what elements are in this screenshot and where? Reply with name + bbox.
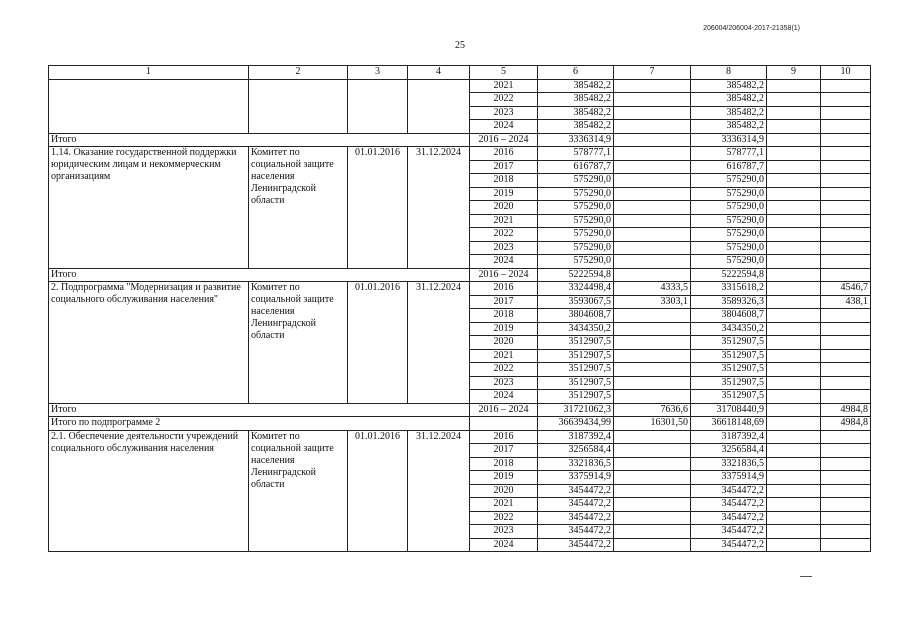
other-amount-cell: [821, 484, 871, 498]
local-amount-cell: [767, 147, 821, 161]
local-amount-cell: [767, 363, 821, 377]
local-amount-cell: [767, 525, 821, 539]
federal-amount-cell: 3303,1: [614, 295, 691, 309]
year-cell: 2024: [470, 538, 538, 552]
federal-amount-cell: 7636,6: [614, 403, 691, 417]
column-header-1: 1: [49, 66, 249, 80]
table-body: [49, 66, 871, 552]
federal-amount-cell: [614, 187, 691, 201]
other-amount-cell: [821, 255, 871, 269]
regional-amount-cell: 3336314,9: [691, 133, 767, 147]
total-amount-cell: 3804608,7: [538, 309, 614, 323]
local-amount-cell: [767, 268, 821, 282]
column-header-6: 6: [538, 66, 614, 80]
total-amount-cell: 575290,0: [538, 228, 614, 242]
total-amount-cell: 3454472,2: [538, 511, 614, 525]
total-amount-cell: 385482,2: [538, 106, 614, 120]
year-cell: 2023: [470, 241, 538, 255]
executor-cell: Комитет по социальной защите населения Ленинградской области: [249, 147, 348, 269]
year-cell: 2017: [470, 160, 538, 174]
other-amount-cell: 4984,8: [821, 417, 871, 431]
start-date-cell: 01.01.2016: [348, 147, 408, 269]
other-amount-cell: [821, 538, 871, 552]
other-amount-cell: [821, 93, 871, 107]
period-cell: 2016 – 2024: [470, 268, 538, 282]
year-cell: 2017: [470, 295, 538, 309]
other-amount-cell: [821, 457, 871, 471]
federal-amount-cell: [614, 268, 691, 282]
other-amount-cell: [821, 376, 871, 390]
regional-amount-cell: 385482,2: [691, 120, 767, 134]
year-cell: 2021: [470, 349, 538, 363]
other-amount-cell: [821, 201, 871, 215]
local-amount-cell: [767, 336, 821, 350]
other-amount-cell: [821, 187, 871, 201]
regional-amount-cell: 575290,0: [691, 174, 767, 188]
federal-amount-cell: [614, 525, 691, 539]
measure-name: 2.1. Обеспечение деятельности учреждений социального обслуживания населения: [49, 430, 249, 552]
year-row: [49, 430, 871, 444]
total-amount-cell: 575290,0: [538, 255, 614, 269]
local-amount-cell: [767, 214, 821, 228]
executor-cell: Комитет по социальной защите населения Ленинградской области: [249, 282, 348, 404]
total-amount-cell: 3454472,2: [538, 484, 614, 498]
total-amount-cell: 3512907,5: [538, 390, 614, 404]
regional-amount-cell: 3512907,5: [691, 376, 767, 390]
local-amount-cell: [767, 457, 821, 471]
other-amount-cell: [821, 511, 871, 525]
year-cell: 2018: [470, 309, 538, 323]
other-amount-cell: [821, 228, 871, 242]
total-amount-cell: 575290,0: [538, 174, 614, 188]
federal-amount-cell: 4333,5: [614, 282, 691, 296]
federal-amount-cell: [614, 214, 691, 228]
local-amount-cell: [767, 174, 821, 188]
year-cell: 2024: [470, 120, 538, 134]
year-cell: 2023: [470, 376, 538, 390]
federal-amount-cell: [614, 484, 691, 498]
federal-amount-cell: [614, 471, 691, 485]
total-amount-cell: 385482,2: [538, 79, 614, 93]
other-amount-cell: [821, 471, 871, 485]
other-amount-cell: [821, 106, 871, 120]
local-amount-cell: [767, 511, 821, 525]
other-amount-cell: [821, 498, 871, 512]
end-date-cell: 31.12.2024: [408, 430, 470, 552]
federal-amount-cell: [614, 120, 691, 134]
document-id: 206004/206004-2017-21358(1): [703, 25, 800, 32]
other-amount-cell: [821, 309, 871, 323]
federal-amount-cell: [614, 79, 691, 93]
regional-amount-cell: 3315618,2: [691, 282, 767, 296]
regional-amount-cell: 3454472,2: [691, 538, 767, 552]
total-amount-cell: 3512907,5: [538, 336, 614, 350]
year-row: [49, 147, 871, 161]
year-cell: 2019: [470, 322, 538, 336]
federal-amount-cell: [614, 457, 691, 471]
total-amount-cell: 3375914,9: [538, 471, 614, 485]
local-amount-cell: [767, 79, 821, 93]
other-amount-cell: [821, 214, 871, 228]
start-date-cell: 01.01.2016: [348, 430, 408, 552]
other-amount-cell: [821, 268, 871, 282]
measure-name: 1.14. Оказание государственной поддержки юридическим лицам и некоммерческим организациям: [49, 147, 249, 269]
regional-amount-cell: 575290,0: [691, 187, 767, 201]
total-amount-cell: 31721062,3: [538, 403, 614, 417]
year-row: [49, 79, 871, 93]
regional-amount-cell: 385482,2: [691, 106, 767, 120]
federal-amount-cell: [614, 309, 691, 323]
other-amount-cell: [821, 174, 871, 188]
federal-amount-cell: [614, 444, 691, 458]
local-amount-cell: [767, 282, 821, 296]
end-date-cell: [408, 79, 470, 133]
federal-amount-cell: [614, 201, 691, 215]
page-number: 25: [455, 40, 465, 51]
local-amount-cell: [767, 201, 821, 215]
other-amount-cell: [821, 241, 871, 255]
total-amount-cell: 616787,7: [538, 160, 614, 174]
executor-cell: [249, 79, 348, 133]
regional-amount-cell: 385482,2: [691, 79, 767, 93]
local-amount-cell: [767, 228, 821, 242]
year-cell: 2023: [470, 106, 538, 120]
total-amount-cell: 3454472,2: [538, 498, 614, 512]
measure-name: 2. Подпрограмма "Модернизация и развитие социального обслуживания населения": [49, 282, 249, 404]
column-header-4: 4: [408, 66, 470, 80]
year-row: [49, 282, 871, 296]
regional-amount-cell: 36618148,69: [691, 417, 767, 431]
year-cell: 2022: [470, 363, 538, 377]
regional-amount-cell: 5222594,8: [691, 268, 767, 282]
local-amount-cell: [767, 444, 821, 458]
local-amount-cell: [767, 538, 821, 552]
column-header-2: 2: [249, 66, 348, 80]
local-amount-cell: [767, 106, 821, 120]
total-amount-cell: 575290,0: [538, 214, 614, 228]
year-cell: 2016: [470, 282, 538, 296]
column-header-10: 10: [821, 66, 871, 80]
federal-amount-cell: [614, 430, 691, 444]
regional-amount-cell: 3256584,4: [691, 444, 767, 458]
subprogram-total-label: Итого по подпрограмме 2: [49, 417, 470, 431]
other-amount-cell: 438,1: [821, 295, 871, 309]
local-amount-cell: [767, 309, 821, 323]
start-date-cell: [348, 79, 408, 133]
other-amount-cell: [821, 336, 871, 350]
local-amount-cell: [767, 120, 821, 134]
local-amount-cell: [767, 484, 821, 498]
federal-amount-cell: [614, 390, 691, 404]
year-cell: 2017: [470, 444, 538, 458]
total-label: Итого: [49, 268, 470, 282]
local-amount-cell: [767, 390, 821, 404]
total-amount-cell: 575290,0: [538, 201, 614, 215]
year-cell: 2020: [470, 484, 538, 498]
total-amount-cell: 3336314,9: [538, 133, 614, 147]
year-cell: 2020: [470, 336, 538, 350]
federal-amount-cell: [614, 255, 691, 269]
regional-amount-cell: 3375914,9: [691, 471, 767, 485]
regional-amount-cell: 3804608,7: [691, 309, 767, 323]
regional-amount-cell: 3434350,2: [691, 322, 767, 336]
total-amount-cell: 3256584,4: [538, 444, 614, 458]
other-amount-cell: 4546,7: [821, 282, 871, 296]
total-amount-cell: 3512907,5: [538, 363, 614, 377]
local-amount-cell: [767, 403, 821, 417]
other-amount-cell: [821, 322, 871, 336]
federal-amount-cell: [614, 349, 691, 363]
year-cell: 2020: [470, 201, 538, 215]
local-amount-cell: [767, 430, 821, 444]
total-amount-cell: 3454472,2: [538, 538, 614, 552]
year-cell: 2016: [470, 430, 538, 444]
other-amount-cell: [821, 120, 871, 134]
period-cell: 2016 – 2024: [470, 403, 538, 417]
total-amount-cell: 575290,0: [538, 241, 614, 255]
year-cell: 2022: [470, 93, 538, 107]
federal-amount-cell: [614, 498, 691, 512]
subprogram-total-row: [49, 417, 871, 431]
other-amount-cell: [821, 79, 871, 93]
federal-amount-cell: [614, 363, 691, 377]
local-amount-cell: [767, 255, 821, 269]
other-amount-cell: [821, 444, 871, 458]
year-cell: 2024: [470, 255, 538, 269]
regional-amount-cell: 575290,0: [691, 241, 767, 255]
local-amount-cell: [767, 349, 821, 363]
executor-cell: Комитет по социальной защите населения Ленинградской области: [249, 430, 348, 552]
regional-amount-cell: 3321836,5: [691, 457, 767, 471]
regional-amount-cell: 616787,7: [691, 160, 767, 174]
local-amount-cell: [767, 160, 821, 174]
year-cell: 2019: [470, 471, 538, 485]
year-cell: 2021: [470, 498, 538, 512]
local-amount-cell: [767, 187, 821, 201]
federal-amount-cell: [614, 147, 691, 161]
column-header-7: 7: [614, 66, 691, 80]
federal-amount-cell: [614, 228, 691, 242]
other-amount-cell: [821, 525, 871, 539]
local-amount-cell: [767, 498, 821, 512]
regional-amount-cell: 3187392,4: [691, 430, 767, 444]
measure-name: [49, 79, 249, 133]
regional-amount-cell: 3454472,2: [691, 511, 767, 525]
total-amount-cell: 3512907,5: [538, 349, 614, 363]
total-amount-cell: 5222594,8: [538, 268, 614, 282]
regional-amount-cell: 3512907,5: [691, 390, 767, 404]
total-amount-cell: 3324498,4: [538, 282, 614, 296]
regional-amount-cell: 3589326,3: [691, 295, 767, 309]
regional-amount-cell: 3454472,2: [691, 498, 767, 512]
year-cell: 2021: [470, 79, 538, 93]
year-cell: 2022: [470, 511, 538, 525]
column-header-3: 3: [348, 66, 408, 80]
total-amount-cell: 36639434,99: [538, 417, 614, 431]
total-row: [49, 133, 871, 147]
total-amount-cell: 3454472,2: [538, 525, 614, 539]
year-cell: 2021: [470, 214, 538, 228]
column-header-9: 9: [767, 66, 821, 80]
federal-amount-cell: [614, 160, 691, 174]
other-amount-cell: [821, 363, 871, 377]
year-cell: 2023: [470, 525, 538, 539]
regional-amount-cell: 575290,0: [691, 255, 767, 269]
local-amount-cell: [767, 133, 821, 147]
federal-amount-cell: [614, 376, 691, 390]
total-amount-cell: 3434350,2: [538, 322, 614, 336]
other-amount-cell: 4984,8: [821, 403, 871, 417]
other-amount-cell: [821, 160, 871, 174]
year-cell: 2022: [470, 228, 538, 242]
end-date-cell: 31.12.2024: [408, 147, 470, 269]
other-amount-cell: [821, 349, 871, 363]
regional-amount-cell: 385482,2: [691, 93, 767, 107]
total-amount-cell: 3187392,4: [538, 430, 614, 444]
other-amount-cell: [821, 133, 871, 147]
regional-amount-cell: 3512907,5: [691, 336, 767, 350]
local-amount-cell: [767, 295, 821, 309]
federal-amount-cell: [614, 93, 691, 107]
regional-amount-cell: 31708440,9: [691, 403, 767, 417]
total-amount-cell: 575290,0: [538, 187, 614, 201]
federal-amount-cell: 16301,50: [614, 417, 691, 431]
end-date-cell: 31.12.2024: [408, 282, 470, 404]
regional-amount-cell: 3512907,5: [691, 363, 767, 377]
program-table: [48, 65, 871, 552]
total-amount-cell: 578777,1: [538, 147, 614, 161]
federal-amount-cell: [614, 106, 691, 120]
total-row: [49, 268, 871, 282]
local-amount-cell: [767, 376, 821, 390]
local-amount-cell: [767, 417, 821, 431]
total-amount-cell: 3321836,5: [538, 457, 614, 471]
regional-amount-cell: 3454472,2: [691, 484, 767, 498]
federal-amount-cell: [614, 133, 691, 147]
regional-amount-cell: 575290,0: [691, 201, 767, 215]
total-amount-cell: 3512907,5: [538, 376, 614, 390]
other-amount-cell: [821, 430, 871, 444]
local-amount-cell: [767, 93, 821, 107]
federal-amount-cell: [614, 538, 691, 552]
year-cell: 2018: [470, 457, 538, 471]
total-amount-cell: 385482,2: [538, 120, 614, 134]
local-amount-cell: [767, 241, 821, 255]
federal-amount-cell: [614, 511, 691, 525]
total-label: Итого: [49, 403, 470, 417]
column-header-5: 5: [470, 66, 538, 80]
other-amount-cell: [821, 390, 871, 404]
year-cell: 2018: [470, 174, 538, 188]
federal-amount-cell: [614, 322, 691, 336]
total-label: Итого: [49, 133, 470, 147]
regional-amount-cell: 578777,1: [691, 147, 767, 161]
total-amount-cell: 3593067,5: [538, 295, 614, 309]
regional-amount-cell: 3454472,2: [691, 525, 767, 539]
year-cell: 2019: [470, 187, 538, 201]
total-row: [49, 403, 871, 417]
year-cell: 2024: [470, 390, 538, 404]
start-date-cell: 01.01.2016: [348, 282, 408, 404]
regional-amount-cell: 575290,0: [691, 214, 767, 228]
header-row: [49, 66, 871, 80]
other-amount-cell: [821, 147, 871, 161]
column-header-8: 8: [691, 66, 767, 80]
total-amount-cell: 385482,2: [538, 93, 614, 107]
federal-amount-cell: [614, 174, 691, 188]
regional-amount-cell: 3512907,5: [691, 349, 767, 363]
local-amount-cell: [767, 471, 821, 485]
period-cell: 2016 – 2024: [470, 133, 538, 147]
regional-amount-cell: 575290,0: [691, 228, 767, 242]
year-cell: 2016: [470, 147, 538, 161]
federal-amount-cell: [614, 336, 691, 350]
local-amount-cell: [767, 322, 821, 336]
empty-period-cell: [470, 417, 538, 431]
federal-amount-cell: [614, 241, 691, 255]
page-mark: [800, 576, 812, 577]
